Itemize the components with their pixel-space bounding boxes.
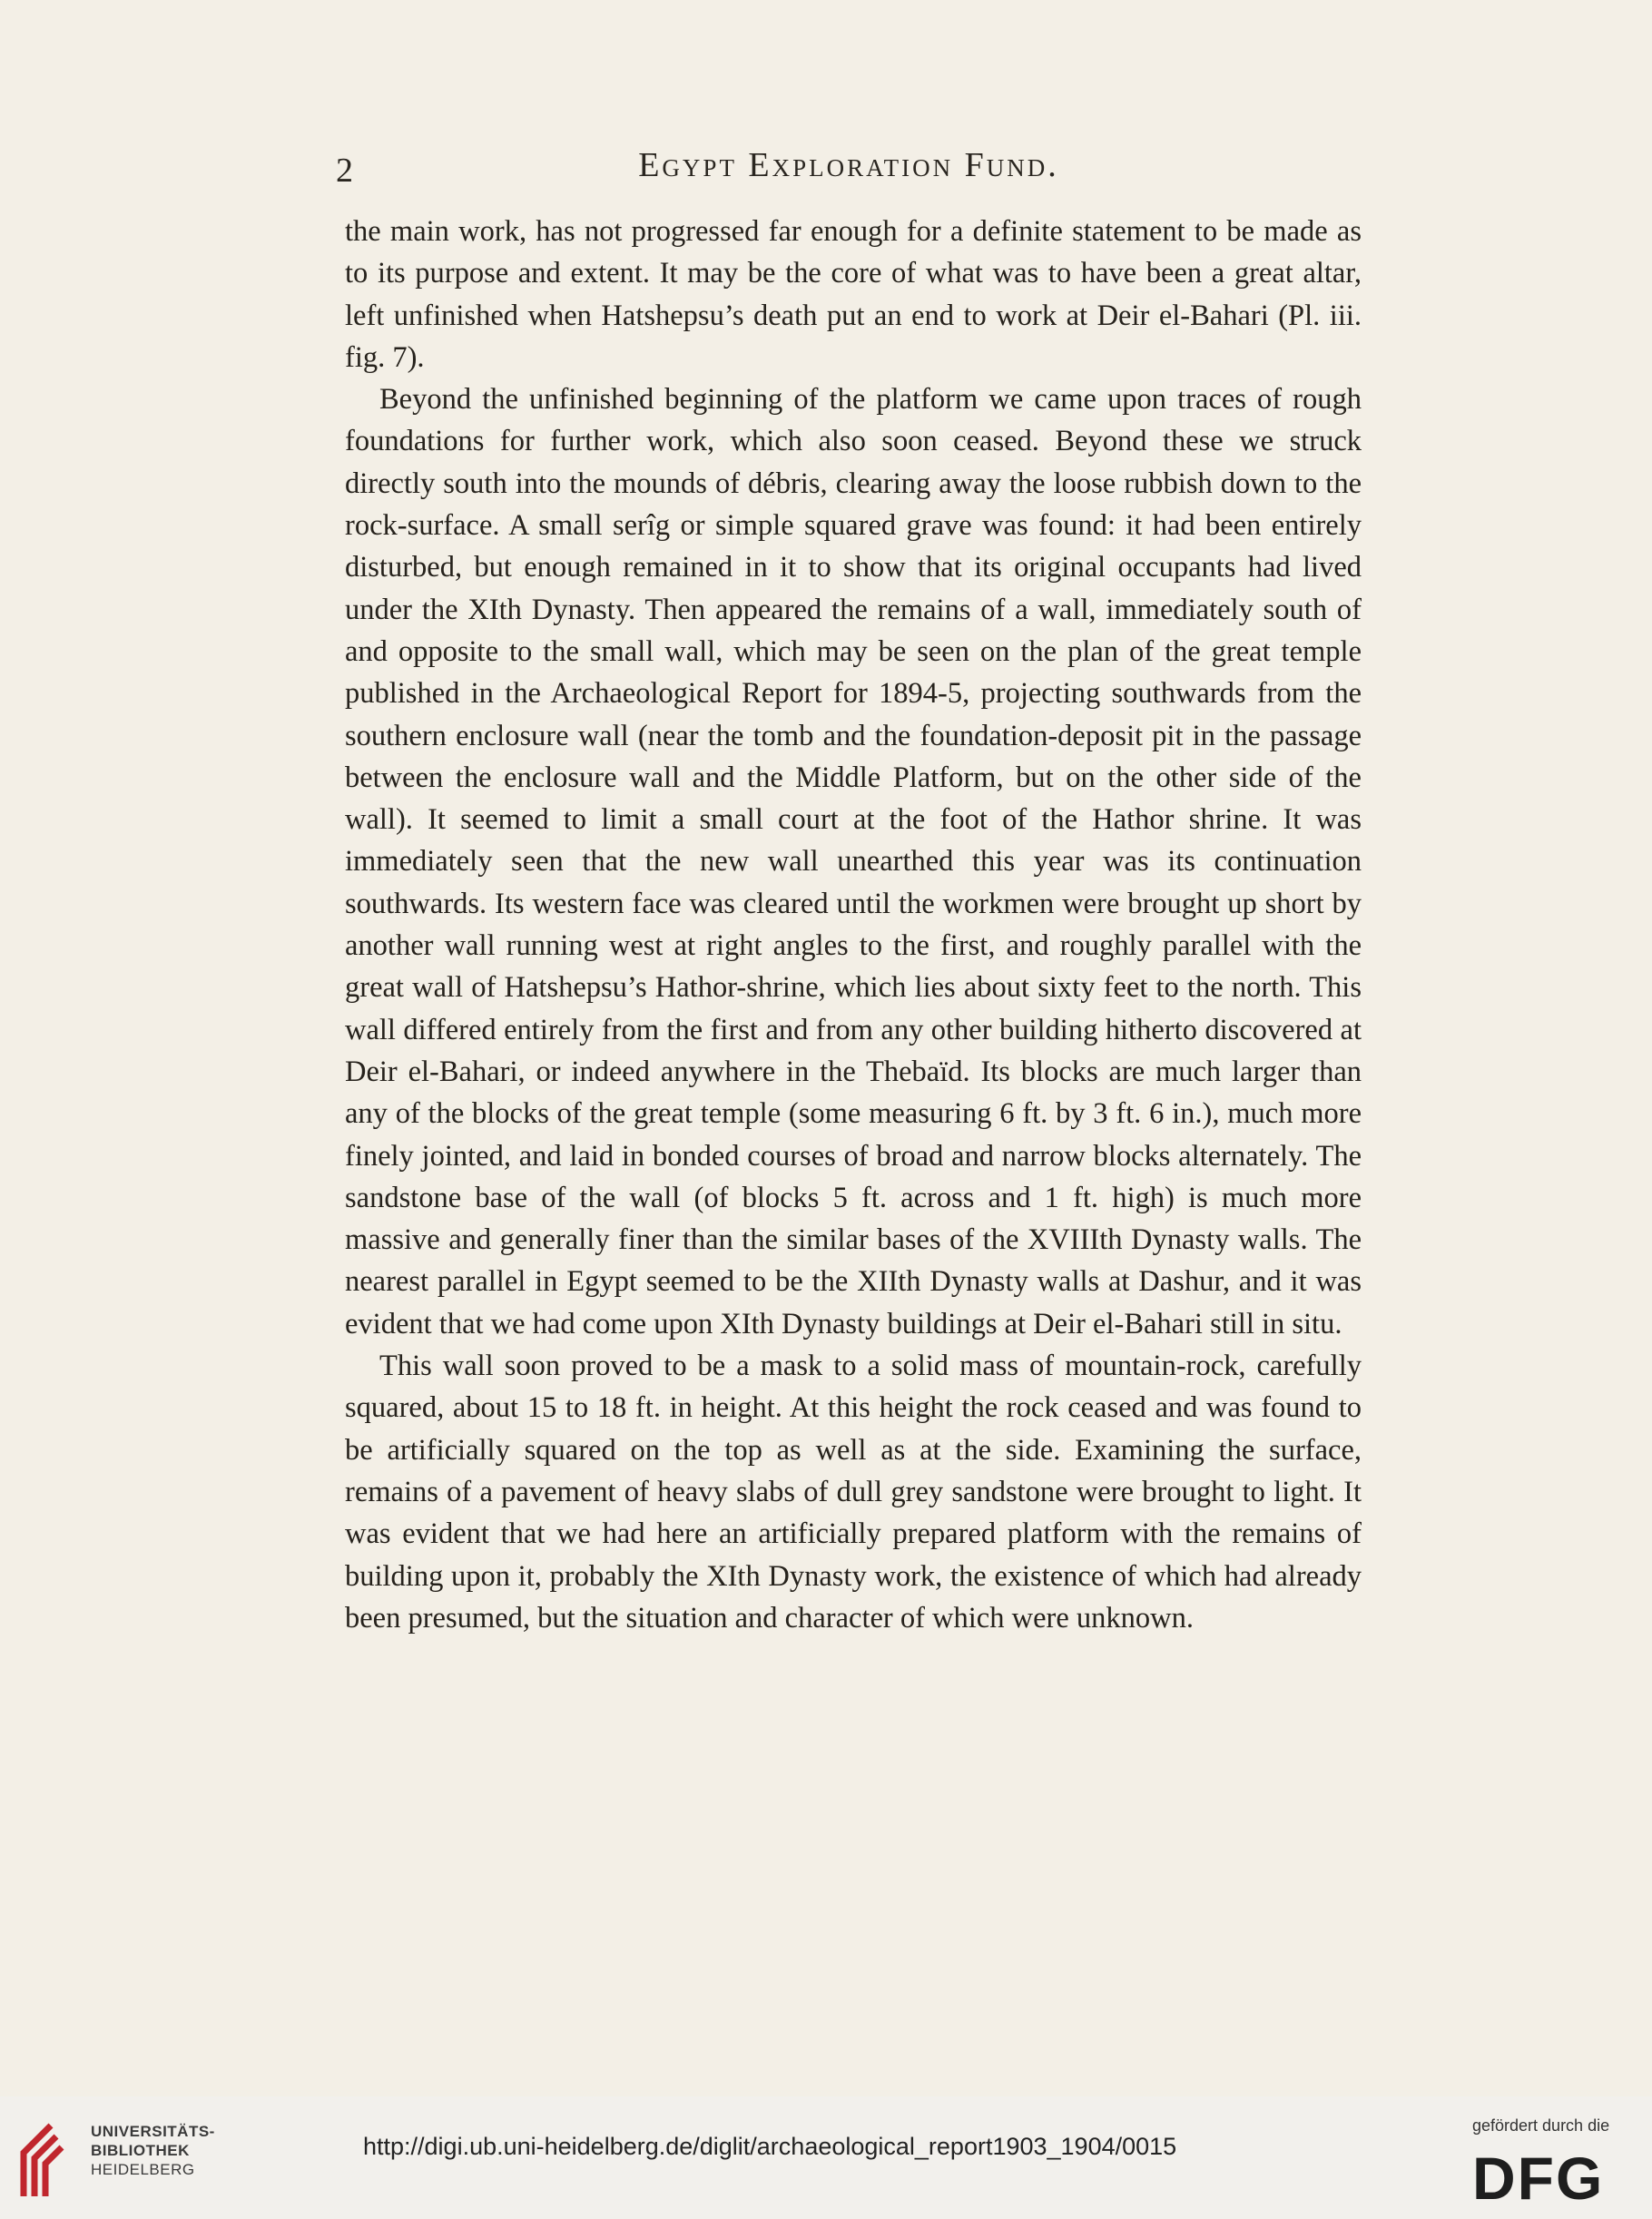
library-name (91, 2122, 215, 2179)
paragraph-1: the main work, has not progressed far enough for a definite statement to be made as to its purpose and extent. It may be the core of what was to have been a great altar, left unfinished when Hatshepsu’s death put an end to work at Deir el-Bahari (Pl. iii. fig. 7). (345, 215, 1362, 374)
university-library-logo-icon (15, 2116, 87, 2200)
footer-bar (0, 2096, 1652, 2219)
paragraph-3: This wall soon proved to be a mask to a solid mass of mountain-rock, carefully squared, about 15 to 18 ft. in height. At this height the rock ceased and was found to be artificially squared on the top as well as at the side. Examining the surface, remains of a pavement of heavy slabs of dull grey sandstone were brought to light. It was evident that we had here an artificially prepared platform with the remains of building upon it, probably the XIth Dynasty work, the existence of which had already been presumed, but the situation and character of which were unknown. (345, 1350, 1362, 1635)
page-number: 2 (336, 152, 353, 190)
dfg-logo: DFG (1472, 2145, 1605, 2212)
paragraph-2: Beyond the unfinished beginning of the platform we came upon traces of rough foundations for further work, which also soon ceased. Beyond these we struck directly south into the mounds of débris, clearing away the loose rubbish down to the rock-surface. A small serîg or simple squared grave was found: it had been entirely disturbed, but enough remained in it to show that its original occupants had lived under the XIth Dynasty. Then appeared the remains of a wall, immediately south of and opposite to the small wall, which may be seen on the plan of the great temple published in the Archaeological Report for 1894-5, projecting southwards from the southern enclosure wall (near the tomb and the foundation-deposit pit in the passage between the enclosure wall and the Middle Platform, but on the other side of the wall). It seemed to limit a small court at the foot of the Hathor shrine. It was immediately seen that the new wall unearthed this year was its continuation southwards. Its western face was cleared until the workmen were brought up short by another wall running west at right angles to the first, and roughly parallel with the great wall of Hatshepsu’s Hathor-shrine, which lies about sixty feet to the north. This wall differed entirely from the first and from any other building hitherto discovered at Deir el-Bahari, or indeed anywhere in the Thebaïd. Its blocks are much larger than any of the blocks of the great temple (some measuring 6 ft. by 3 ft. 6 in.), much more finely jointed, and laid in bonded courses of broad and narrow blocks alternately. The sandstone base of the wall (of blocks 5 ft. across and 1 ft. high) is much more massive and generally finer than the similar bases of the XVIIIth Dynasty walls. The nearest parallel in Egypt seemed to be the XIIth Dynasty walls at Dashur, and it was evident that we had come upon XIth Dynasty buildings at Deir el-Bahari still in situ. (345, 383, 1362, 1340)
running-title: Egypt Exploration Fund. (638, 146, 1059, 184)
library-name-line1: UNIVERSITÄTS- (91, 2123, 215, 2140)
library-name-line3: HEIDELBERG (91, 2161, 195, 2178)
source-url[interactable]: http://digi.ub.uni-heidelberg.de/diglit/archaeological_report1903_1904/0015 (363, 2133, 1177, 2160)
page-header (327, 145, 1371, 200)
body-text (345, 211, 1362, 1639)
library-name-line2: BIBLIOTHEK (91, 2142, 190, 2159)
funding-label: gefördert durch die (1472, 2116, 1610, 2135)
